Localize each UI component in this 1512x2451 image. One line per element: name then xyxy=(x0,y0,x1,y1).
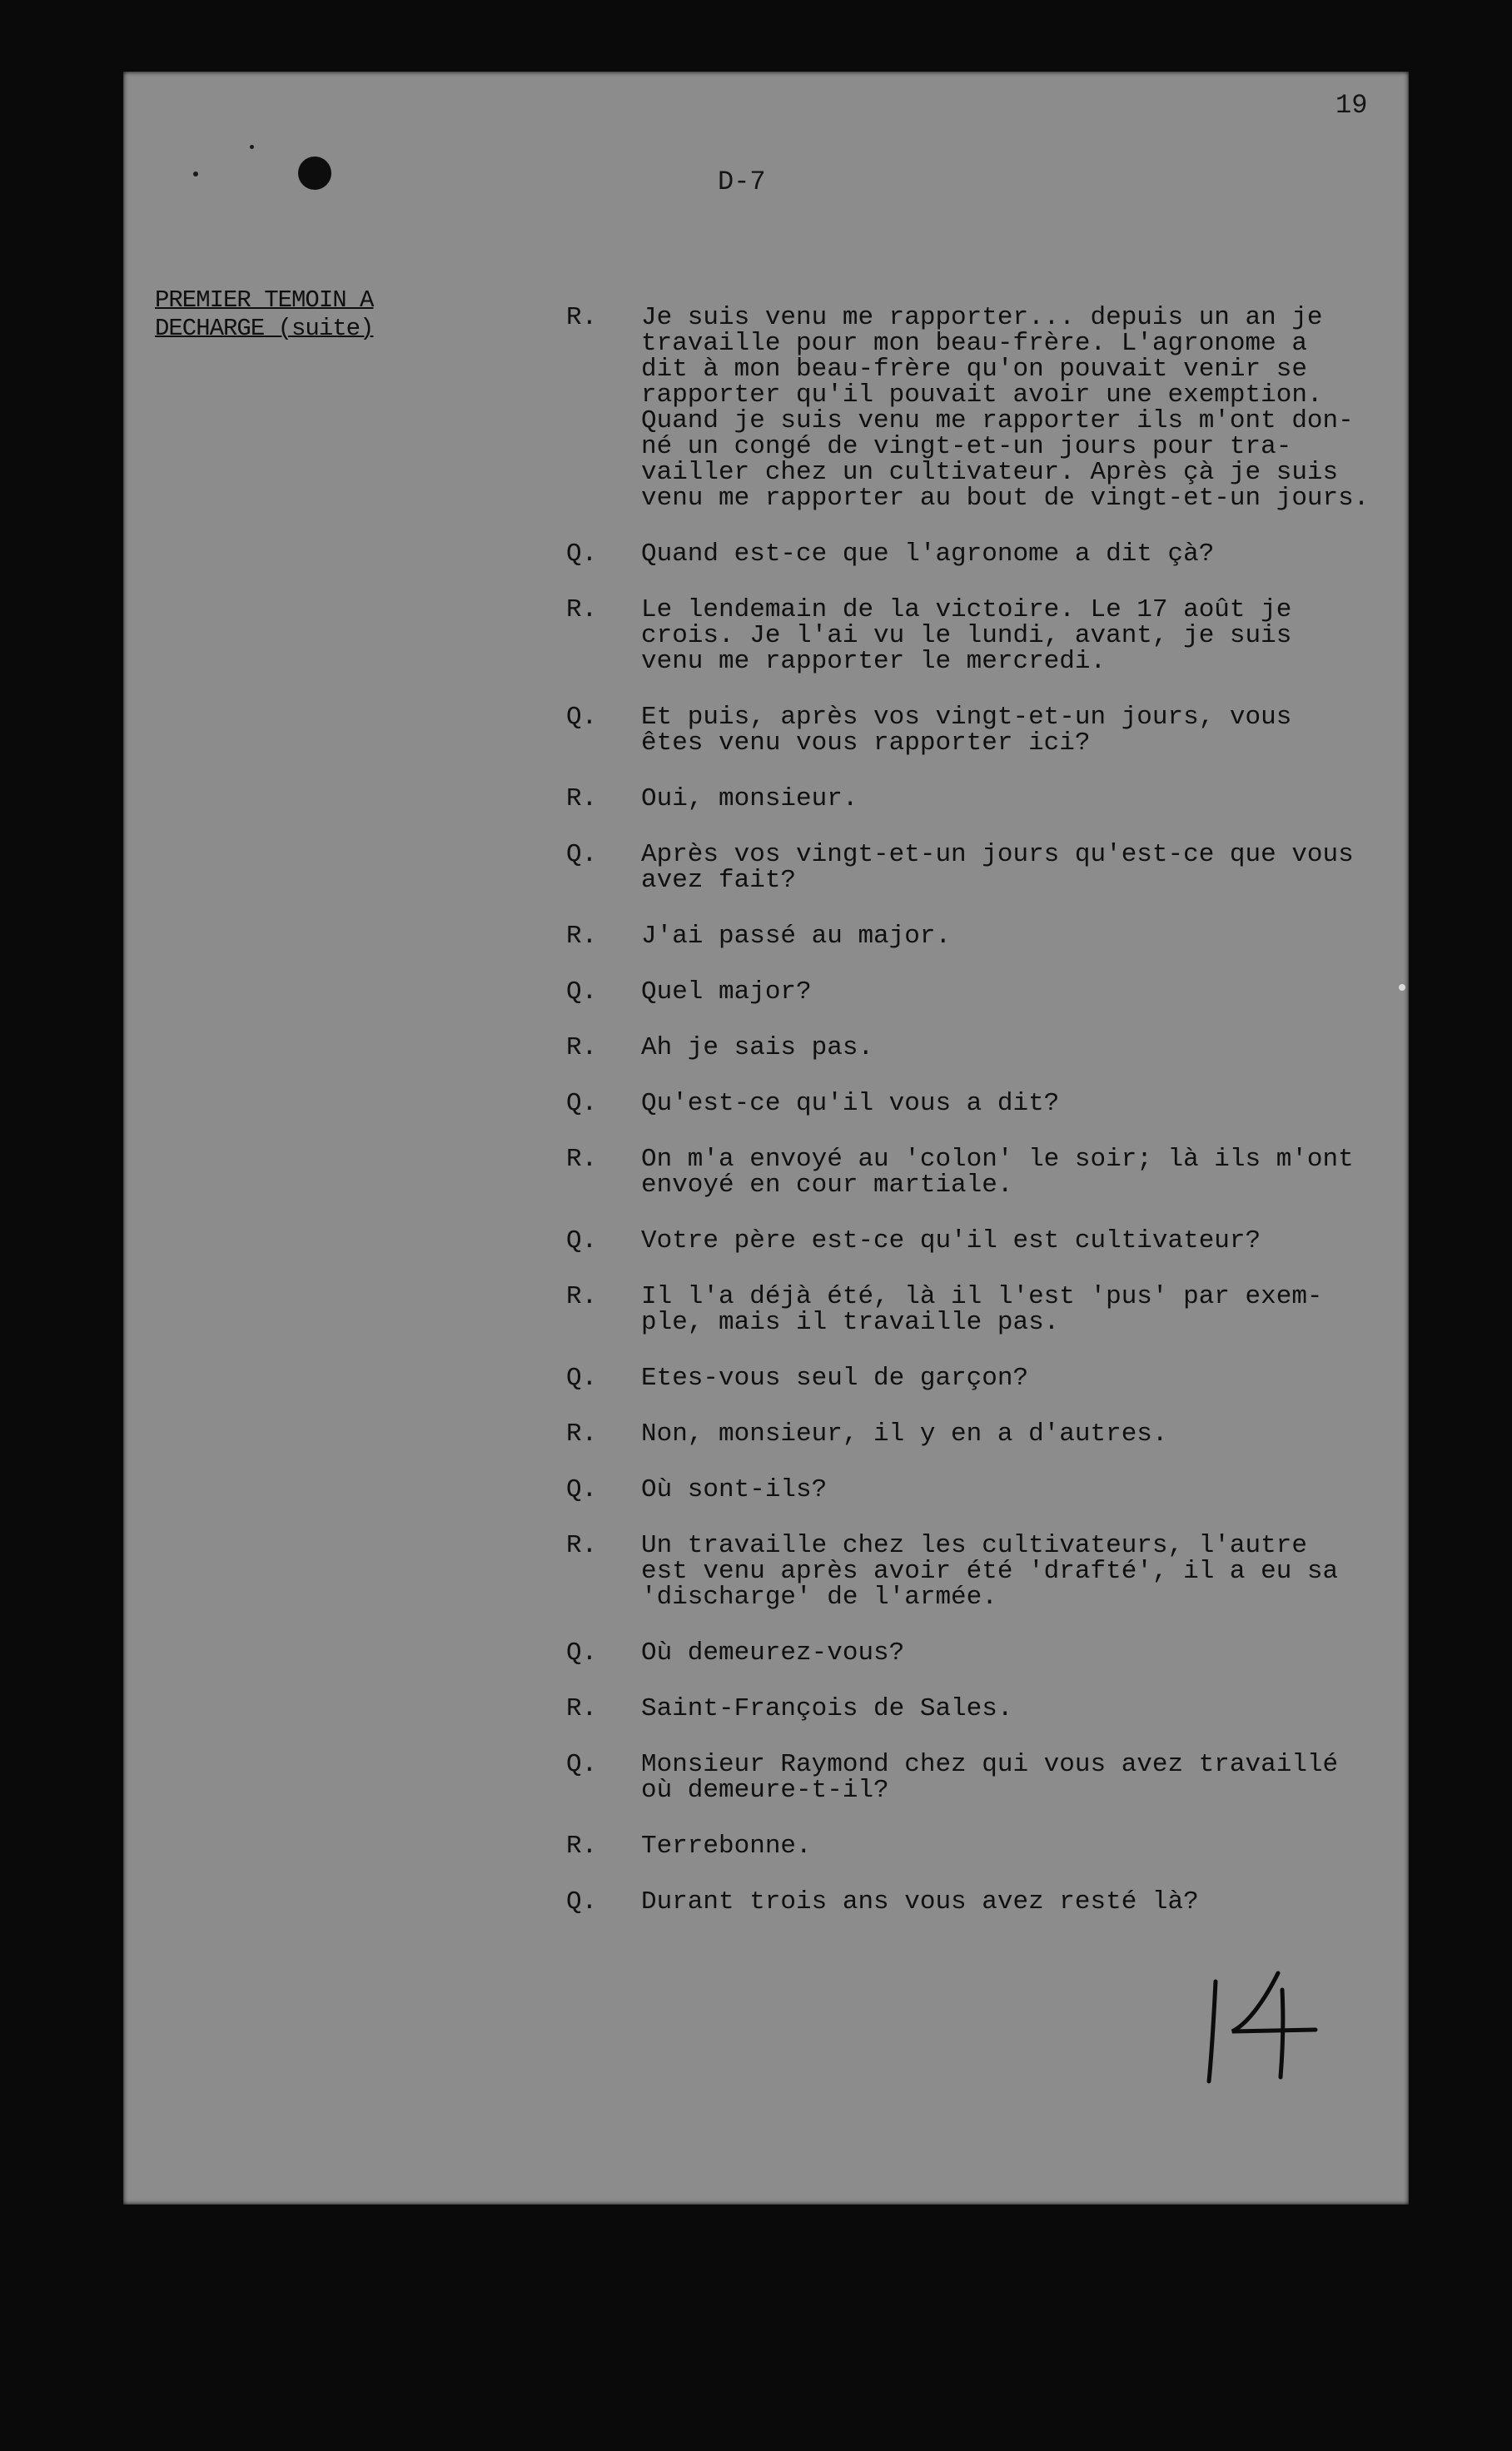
speaker-label: R. xyxy=(566,595,598,624)
transcript-entry xyxy=(566,704,1399,756)
handwritten-page-annotation xyxy=(1199,1965,1332,2090)
transcript-entry xyxy=(566,1284,1399,1335)
transcript-entry xyxy=(566,1696,1399,1722)
speaker-label: R. xyxy=(566,1145,598,1174)
entry-text: Je suis venu me rapporter... depuis un an je travaille pour mon beau-frère. L'agronome a dit à mon beau-frère qu'on pouvait venir se rapporter qu'il pouvait avoir une exemption. Quand je suis venu me rapporter ils m'ont don- né un congé de vingt-et-un jours pour tra- vailler chez un cultivateur. Après çà je suis venu me rapporter au bout de vingt-et-un jours. xyxy=(641,303,1370,513)
transcript-entry xyxy=(566,1640,1399,1666)
transcript-entry xyxy=(566,1752,1399,1803)
transcript-entry xyxy=(566,1228,1399,1254)
transcript-entry xyxy=(566,541,1399,567)
transcript-entry xyxy=(566,1035,1399,1061)
speaker-label: R. xyxy=(566,784,598,813)
speck-mark xyxy=(250,145,254,149)
speaker-label: Q. xyxy=(566,1226,598,1255)
entry-text: Après vos vingt-et-un jours qu'est-ce que vous avez fait? xyxy=(641,840,1354,895)
punch-hole-mark xyxy=(298,157,331,190)
speaker-label: Q. xyxy=(566,1750,598,1779)
transcript-entry xyxy=(566,842,1399,893)
document-code: D-7 xyxy=(718,167,766,197)
entry-text: Non, monsieur, il y en a d'autres. xyxy=(641,1419,1168,1449)
entry-text: Saint-François de Sales. xyxy=(641,1694,1013,1723)
speaker-label: R. xyxy=(566,303,598,332)
speaker-label: Q. xyxy=(566,1475,598,1504)
speaker-label: R. xyxy=(566,1282,598,1311)
entry-text: Oui, monsieur. xyxy=(641,784,858,813)
speaker-label: Q. xyxy=(566,1089,598,1118)
entry-text: Un travaille chez les cultivateurs, l'autre est venu après avoir été 'drafté', il a eu sa 'discharge' de l'armée. xyxy=(641,1531,1339,1612)
transcript-entry xyxy=(566,1533,1399,1610)
transcript-entry xyxy=(566,1477,1399,1503)
entry-text: On m'a envoyé au 'colon' le soir; là ils m'ont envoyé en cour martiale. xyxy=(641,1145,1354,1200)
transcript-entry xyxy=(566,305,1399,511)
speaker-label: R. xyxy=(566,1033,598,1062)
entry-text: Votre père est-ce qu'il est cultivateur? xyxy=(641,1226,1261,1255)
entry-text: Durant trois ans vous avez resté là? xyxy=(641,1887,1199,1917)
transcript-entry xyxy=(566,1091,1399,1116)
speaker-label: Q. xyxy=(566,977,598,1007)
speck-mark xyxy=(1399,984,1405,991)
entry-text: Monsieur Raymond chez qui vous avez travaillé où demeure-t-il? xyxy=(641,1750,1339,1805)
entry-text: Il l'a déjà été, là il l'est 'pus' par exem- ple, mais il travaille pas. xyxy=(641,1282,1323,1337)
transcript-entry xyxy=(566,979,1399,1005)
speaker-label: R. xyxy=(566,922,598,951)
transcript-entry xyxy=(566,1889,1399,1915)
transcript-entry xyxy=(566,597,1399,674)
transcript-entry xyxy=(566,923,1399,949)
entry-text: Où demeurez-vous? xyxy=(641,1638,905,1668)
entry-text: Où sont-ils? xyxy=(641,1475,828,1504)
margin-heading xyxy=(155,286,373,343)
entry-text: J'ai passé au major. xyxy=(641,922,952,951)
speck-mark xyxy=(193,172,198,176)
speaker-label: R. xyxy=(566,1419,598,1449)
entry-text: Etes-vous seul de garçon? xyxy=(641,1364,1029,1393)
margin-heading-line-1: PREMIER TEMOIN A xyxy=(155,286,374,314)
speaker-label: Q. xyxy=(566,840,598,869)
speaker-label: Q. xyxy=(566,539,598,569)
speaker-label: Q. xyxy=(566,1364,598,1393)
page-number: 19 xyxy=(1335,90,1368,121)
entry-text: Terrebonne. xyxy=(641,1832,812,1861)
entry-text: Quel major? xyxy=(641,977,812,1007)
speaker-label: Q. xyxy=(566,703,598,732)
transcript-entry xyxy=(566,1833,1399,1859)
speaker-label: R. xyxy=(566,1531,598,1560)
speaker-label: Q. xyxy=(566,1638,598,1668)
speaker-label: R. xyxy=(566,1832,598,1861)
transcript-entry xyxy=(566,786,1399,812)
entry-text: Qu'est-ce qu'il vous a dit? xyxy=(641,1089,1060,1118)
transcript-entry xyxy=(566,1146,1399,1198)
speaker-label: R. xyxy=(566,1694,598,1723)
transcript-entry xyxy=(566,1421,1399,1447)
entry-text: Et puis, après vos vingt-et-un jours, vous êtes venu vous rapporter ici? xyxy=(641,703,1292,758)
margin-heading-line-2: DECHARGE (suite) xyxy=(155,315,374,342)
transcript xyxy=(566,305,1399,1915)
entry-text: Ah je sais pas. xyxy=(641,1033,874,1062)
transcript-entry xyxy=(566,1365,1399,1391)
entry-text: Quand est-ce que l'agronome a dit çà? xyxy=(641,539,1215,569)
speaker-label: Q. xyxy=(566,1887,598,1917)
entry-text: Le lendemain de la victoire. Le 17 août je crois. Je l'ai vu le lundi, avant, je suis venu me rapporter le mercredi. xyxy=(641,595,1292,676)
